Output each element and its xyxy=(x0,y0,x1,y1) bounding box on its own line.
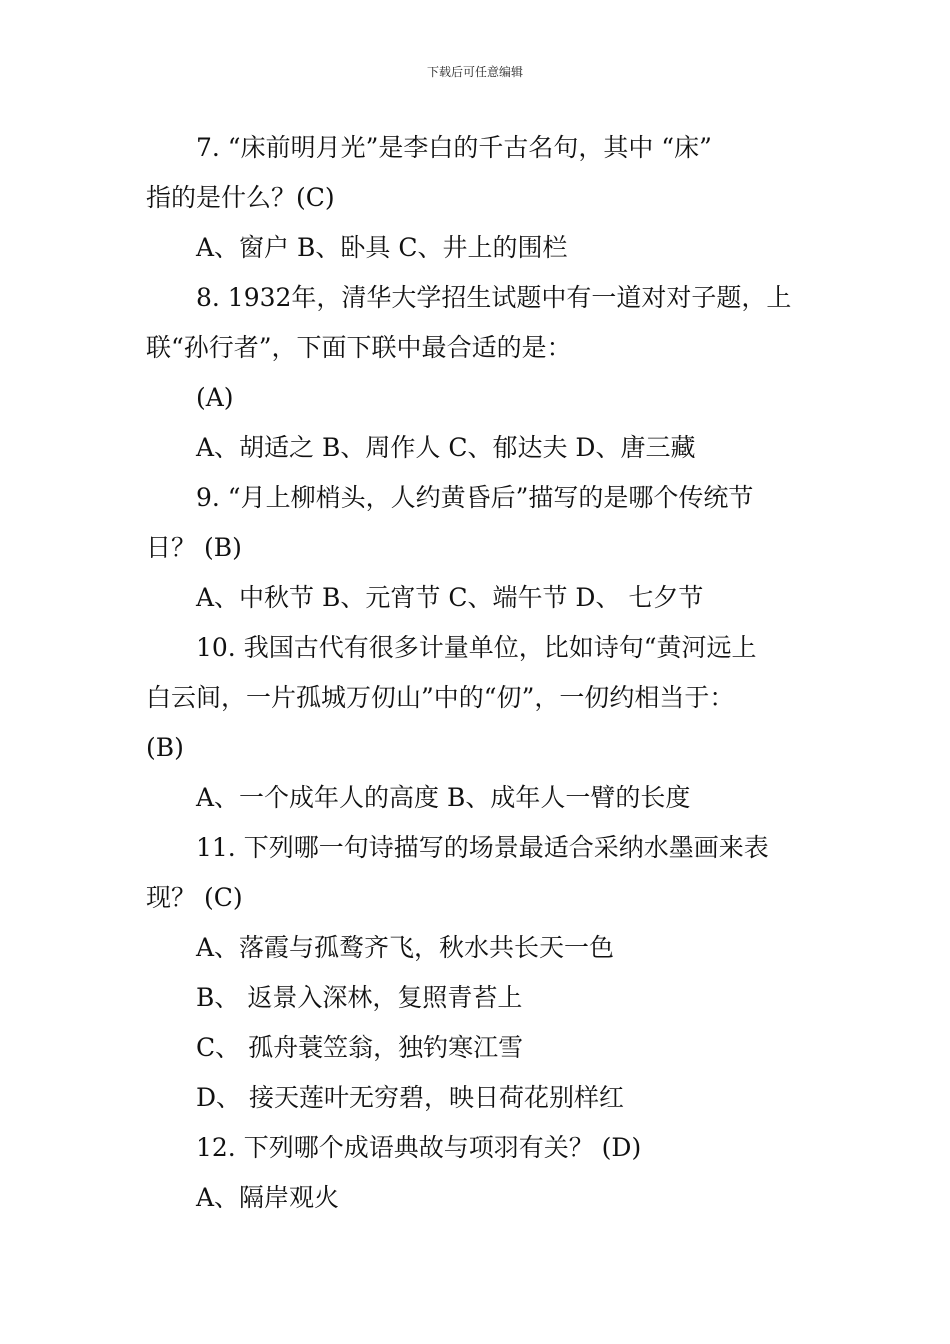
question-7-options: A、窗户 B、卧具 C、井上的围栏 xyxy=(196,233,568,262)
question-11-option-a: A、落霞与孤鹜齐飞，秋水共长天一色 xyxy=(196,933,615,962)
question-11-option-b: B、 返景入深林，复照青苔上 xyxy=(196,983,523,1012)
question-9-stem-cont: 日？ (B) xyxy=(146,533,242,562)
question-11-option-d: D、 接天莲叶无穷碧，映日荷花别样红 xyxy=(196,1083,624,1112)
question-7-stem: 7. “床前明月光”是李白的千古名句，其中 “床” xyxy=(196,133,712,162)
question-9-options: A、中秋节 B、元宵节 C、端午节 D、 七夕节 xyxy=(196,583,704,612)
question-12-stem: 12. 下列哪个成语典故与项羽有关？ (D) xyxy=(196,1133,642,1162)
question-10-options: A、一个成年人的高度 B、成年人一臂的长度 xyxy=(196,783,691,812)
question-8-answer: (A) xyxy=(196,383,234,412)
question-7-stem-cont: 指的是什么？(C) xyxy=(146,183,335,212)
question-10-answer: (B) xyxy=(146,733,184,762)
question-10-stem: 10. 我国古代有很多计量单位，比如诗句“黄河远上 xyxy=(196,633,757,662)
question-9-stem: 9. “月上柳梢头，人约黄昏后”描写的是哪个传统节 xyxy=(196,483,754,512)
question-11-stem-cont: 现？ (C) xyxy=(146,883,243,912)
question-8-stem-cont: 联“孙行者”，下面下联中最合适的是： xyxy=(146,333,572,362)
question-12-option-a: A、隔岸观火 xyxy=(196,1183,340,1212)
page-header: 下载后可任意编辑 xyxy=(426,65,523,79)
question-8-stem: 8. 1932年，清华大学招生试题中有一道对对子题，上 xyxy=(196,283,792,312)
question-8-options: A、胡适之 B、周作人 C、郁达夫 D、唐三藏 xyxy=(196,433,696,462)
question-10-stem-cont: 白云间，一片孤城万仞山”中的“仞”，一仞约相当于： xyxy=(146,683,735,712)
question-11-option-c: C、 孤舟蓑笠翁，独钓寒江雪 xyxy=(196,1033,524,1062)
question-11-stem: 11. 下列哪一句诗描写的场景最适合采纳水墨画来表 xyxy=(196,833,769,862)
